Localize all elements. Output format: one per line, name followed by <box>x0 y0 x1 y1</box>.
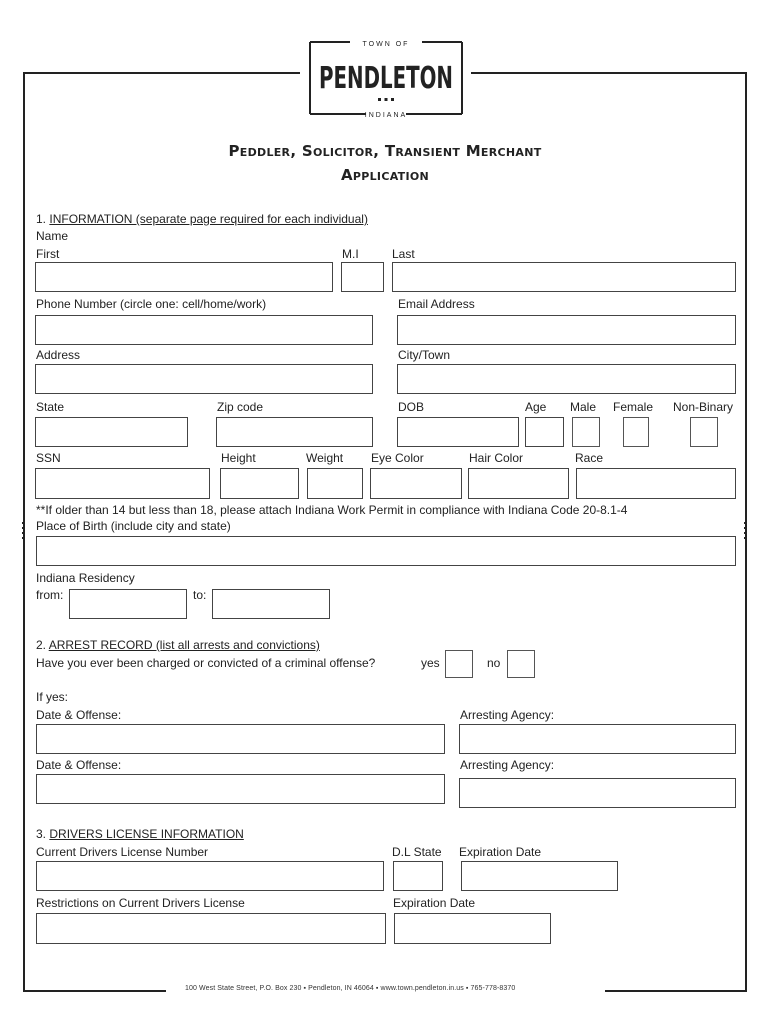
race-field[interactable] <box>576 468 736 499</box>
section1-number: 1. <box>36 212 47 226</box>
section2-heading <box>36 638 320 652</box>
expiration-label-1: Expiration Date <box>459 845 542 859</box>
email-field[interactable] <box>397 315 736 345</box>
zip-label: Zip code <box>217 400 264 414</box>
eye-color-label: Eye Color <box>371 451 424 465</box>
if-yes-label: If yes: <box>36 690 69 704</box>
phone-label: Phone Number (circle one: cell/home/work) <box>36 297 267 311</box>
work-permit-note: **If older than 14 but less than 18, please attach Indiana Work Permit in compliance with Indiana Code 20-8.1-4 <box>36 503 628 517</box>
first-name-label: First <box>36 247 60 261</box>
town-logo <box>310 40 462 119</box>
dl-state-label: D.L State <box>392 845 442 859</box>
section3-title: DRIVERS LICENSE INFORMATION <box>49 827 244 841</box>
dob-label: DOB <box>398 400 425 414</box>
birthplace-field[interactable] <box>36 536 736 566</box>
nonbinary-checkbox[interactable] <box>690 417 718 447</box>
section2-title: ARREST RECORD (list all arrests and convictions) <box>48 638 320 652</box>
logo-bottom-text: INDIANA <box>364 112 408 119</box>
weight-field[interactable] <box>307 468 363 499</box>
state-label: State <box>36 400 65 414</box>
ssn-field[interactable] <box>35 468 210 499</box>
male-label: Male <box>570 400 597 414</box>
first-name-field[interactable] <box>35 262 333 292</box>
residency-to-field[interactable] <box>212 589 330 619</box>
last-name-field[interactable] <box>392 262 736 292</box>
arresting-agency-field-1[interactable] <box>459 724 736 754</box>
section3-heading <box>36 827 244 841</box>
dob-field[interactable] <box>397 417 519 447</box>
eye-color-field[interactable] <box>370 468 462 499</box>
logo-name: PENDLETON <box>319 61 453 96</box>
ssn-label: SSN <box>36 451 61 465</box>
restrictions-label: Restrictions on Current Drivers License <box>36 896 245 910</box>
height-label: Height <box>221 451 256 465</box>
zip-field[interactable] <box>216 417 373 447</box>
date-offense-field-1[interactable] <box>36 724 445 754</box>
female-checkbox[interactable] <box>623 417 649 447</box>
hair-color-label: Hair Color <box>469 451 524 465</box>
arresting-agency-field-2[interactable] <box>459 778 736 808</box>
yes-checkbox[interactable] <box>445 650 473 678</box>
race-label: Race <box>575 451 604 465</box>
frame-top-right <box>471 72 747 74</box>
nonbinary-label: Non-Binary <box>673 400 734 414</box>
section1-heading <box>36 212 368 226</box>
residency-from-label: from: <box>36 588 64 602</box>
age-label: Age <box>525 400 547 414</box>
frame-dots-left <box>22 522 25 540</box>
male-checkbox[interactable] <box>572 417 600 447</box>
form-title-line1: Peddler, Solicitor, Transient Merchant <box>228 142 542 160</box>
middle-initial-label: M.I <box>342 247 359 261</box>
city-field[interactable] <box>397 364 736 394</box>
email-label: Email Address <box>398 297 475 311</box>
date-offense-field-2[interactable] <box>36 774 445 804</box>
female-label: Female <box>613 400 654 414</box>
dl-state-field[interactable] <box>393 861 443 891</box>
name-label: Name <box>36 229 69 243</box>
expiration-label-2: Expiration Date <box>393 896 476 910</box>
no-checkbox[interactable] <box>507 650 535 678</box>
frame-dots-right <box>744 522 747 540</box>
footer-contact: 100 West State Street, P.O. Box 230 ▪ Pendleton, IN 46064 ▪ www.town.pendleton.in.us ▪ 765-778-8370 <box>185 985 516 992</box>
age-field[interactable] <box>525 417 564 447</box>
yes-label: yes <box>421 656 440 670</box>
phone-field[interactable] <box>35 315 373 345</box>
license-number-field[interactable] <box>36 861 384 891</box>
arresting-agency-label-1: Arresting Agency: <box>460 708 555 722</box>
weight-label: Weight <box>306 451 344 465</box>
residency-to-label: to: <box>193 588 207 602</box>
section2-number: 2. <box>36 638 47 652</box>
residency-from-field[interactable] <box>69 589 187 619</box>
no-label: no <box>487 656 501 670</box>
date-offense-label-1: Date & Offense: <box>36 708 122 722</box>
address-label: Address <box>36 348 81 362</box>
logo-top-text: TOWN OF <box>362 41 410 48</box>
section3-number: 3. <box>36 827 47 841</box>
expiration-field-1[interactable] <box>461 861 618 891</box>
last-name-label: Last <box>392 247 415 261</box>
section1-title: INFORMATION (separate page required for each individual) <box>49 212 368 226</box>
frame-top-left <box>23 72 300 74</box>
license-number-label: Current Drivers License Number <box>36 845 209 859</box>
hair-color-field[interactable] <box>468 468 569 499</box>
arresting-agency-label-2: Arresting Agency: <box>460 758 555 772</box>
restrictions-field[interactable] <box>36 913 386 944</box>
address-field[interactable] <box>35 364 373 394</box>
height-field[interactable] <box>220 468 299 499</box>
frame-bottom-left <box>23 990 166 992</box>
city-label: City/Town <box>398 348 451 362</box>
birthplace-label: Place of Birth (include city and state) <box>36 519 231 533</box>
form-title-line2: Application <box>340 166 430 184</box>
criminal-question: Have you ever been charged or convicted of a criminal offense? <box>36 656 376 670</box>
state-field[interactable] <box>35 417 188 447</box>
date-offense-label-2: Date & Offense: <box>36 758 122 772</box>
middle-initial-field[interactable] <box>341 262 384 292</box>
residency-label: Indiana Residency <box>36 571 135 585</box>
expiration-field-2[interactable] <box>394 913 551 944</box>
frame-bottom-right <box>605 990 747 992</box>
